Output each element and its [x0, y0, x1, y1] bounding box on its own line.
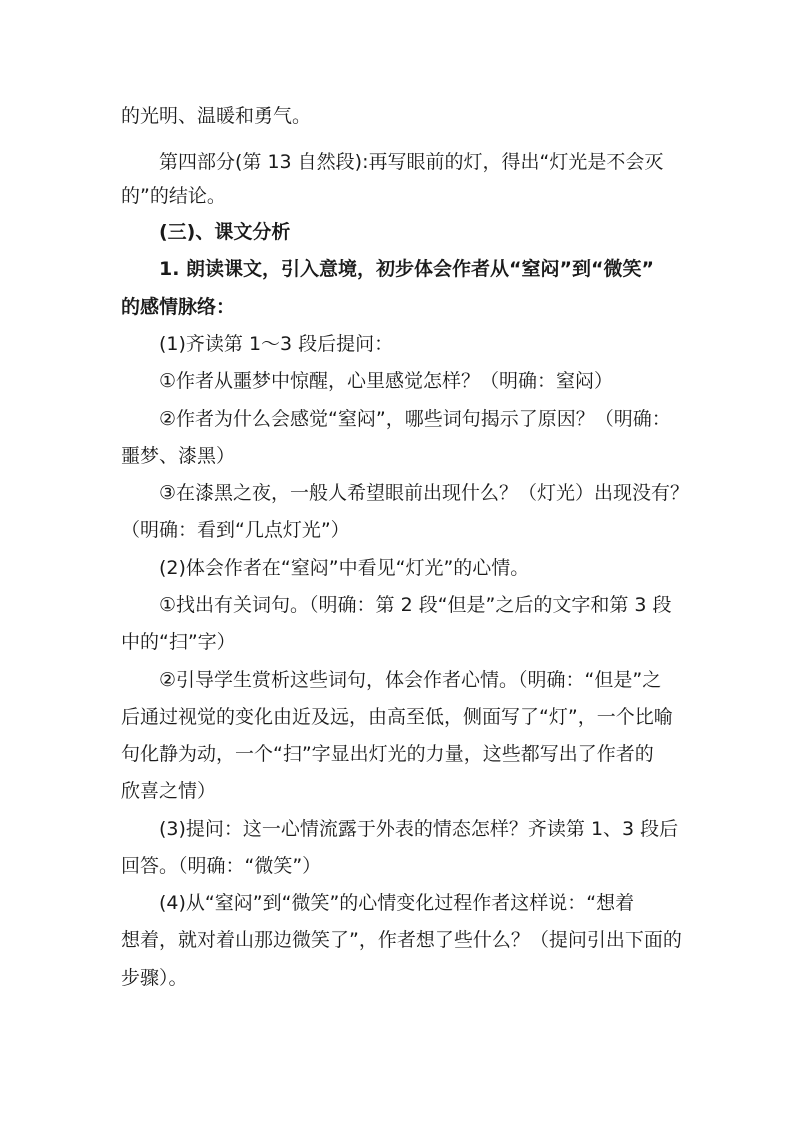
paragraph-line: 后通过视觉的变化由近及远，由高至低，侧面写了“灯”，一个比喻 [121, 706, 673, 728]
paragraph-line: 第四部分(第 13 自然段):再写眼前的灯，得出“灯光是不会灭 [159, 151, 664, 173]
paragraph-line: ②引导学生赏析这些词句，体会作者心情。（明确：“但是”之 [159, 669, 662, 691]
paragraph-line: 的”的结论。 [121, 185, 226, 207]
paragraph-line: 中的“扫”字） [121, 631, 236, 653]
paragraph-line: 的光明、温暖和勇气。 [121, 105, 312, 127]
paragraph-line: (2)体会作者在“窒闷”中看见“灯光”的心情。 [159, 557, 530, 579]
paragraph-line: ①找出有关词句。（明确：第 2 段“但是”之后的文字和第 3 段 [159, 594, 672, 616]
paragraph-line: 噩梦、漆黑） [121, 445, 236, 467]
subsection-heading-continued: 的感情脉络： [121, 296, 236, 318]
paragraph-line: 想着，就对着山那边微笑了”，作者想了些什么？（提问引出下面的 [121, 929, 682, 951]
section-heading: (三)、课文分析 [159, 221, 291, 243]
paragraph-line: ③在漆黑之夜，一般人希望眼前出现什么？（灯光）出现没有？ [159, 482, 690, 504]
paragraph-line: 回答。（明确：“微笑”） [121, 855, 322, 877]
paragraph-line: ②作者为什么会感觉“窒闷”，哪些词句揭示了原因？（明确： [159, 408, 671, 430]
paragraph-line: 步骤）。 [121, 967, 188, 989]
paragraph-line: (4)从“窒闷”到“微笑”的心情变化过程作者这样说：“想着 [159, 892, 635, 914]
paragraph-line: (1)齐读第 1～3 段后提问： [159, 333, 394, 355]
subsection-heading: 1. 朗读课文，引入意境，初步体会作者从“窒闷”到“微笑” [159, 258, 655, 280]
paragraph-line: ①作者从噩梦中惊醒，心里感觉怎样？（明确：窒闷） [159, 370, 614, 392]
paragraph-line: (3)提问：这一心情流露于外表的情态怎样？齐读第 1、3 段后 [159, 818, 679, 840]
paragraph-line: 句化静为动，一个“扫”字显出灯光的力量，这些都写出了作者的 [121, 743, 654, 765]
paragraph-line: 欣喜之情） [121, 780, 217, 802]
paragraph-line: （明确：看到“几点灯光”） [121, 519, 350, 541]
